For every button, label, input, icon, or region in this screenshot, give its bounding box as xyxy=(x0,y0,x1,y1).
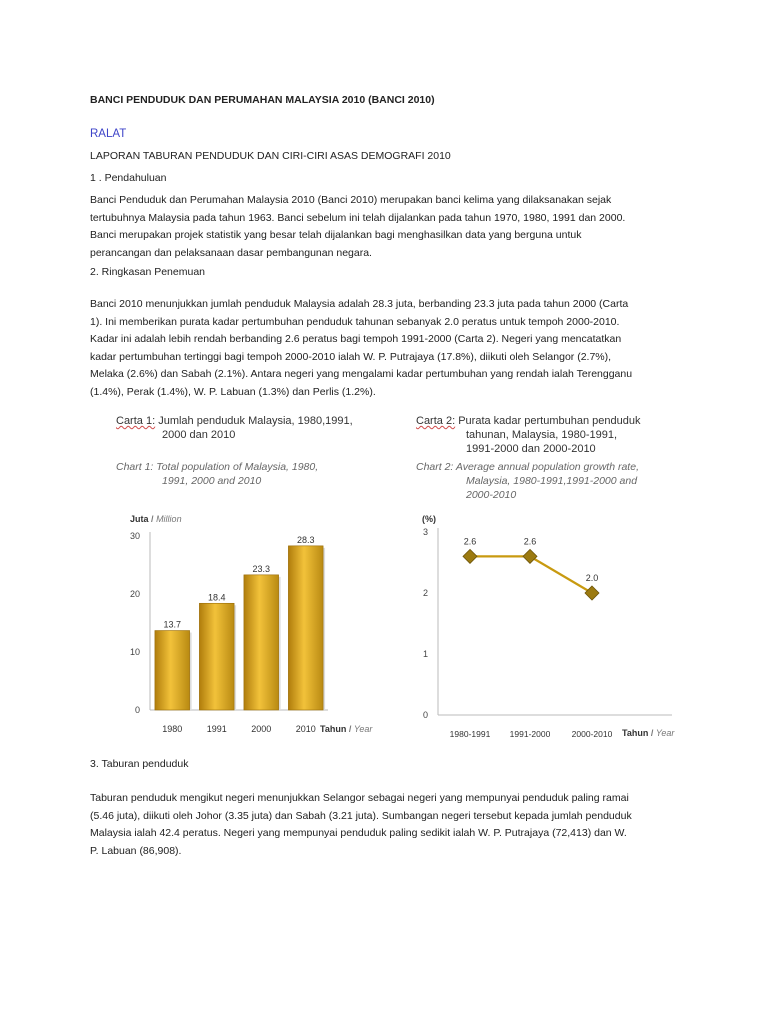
chart-1-title-line-1: Jumlah penduduk Malaysia, 1980,1991, xyxy=(158,415,353,427)
chart-2-y-tick-label: 1 xyxy=(422,649,428,659)
paragraph-line: Malaysia ialah 42.4 peratus. Negeri yang mempunyai penduduk paling sedikit ialah W. P. Putrajaya (72,413) dan W. xyxy=(90,827,627,839)
chart-1-value-label: 13.7 xyxy=(163,619,182,630)
chart-1-bar xyxy=(244,575,279,710)
section-2-heading: 2. Ringkasan Penemuan xyxy=(90,266,205,278)
chart-2-y-tick-label: 3 xyxy=(422,527,428,537)
chart-2 xyxy=(412,410,692,750)
chart-2-point-marker xyxy=(463,549,477,563)
paragraph-line: Banci Penduduk dan Perumahan Malaysia 2010 (Banci 2010) merupakan banci kelima yang dilaksanakan sejak xyxy=(90,194,612,206)
chart-1-title-line-2: 2000 dan 2010 xyxy=(162,429,236,441)
section-1-heading: 1 . Pendahuluan xyxy=(90,172,167,184)
chart-2-y-tick-label: 0 xyxy=(422,710,428,720)
chart-2-title-line-3: 1991-2000 dan 2000-2010 xyxy=(466,443,596,455)
chart-2-subtitle-line-2: Malaysia, 1980-1991,1991-2000 and xyxy=(466,475,638,487)
chart-2-ylabel: (%) xyxy=(422,514,436,524)
chart-1-y-tick-label: 10 xyxy=(129,647,140,657)
section-2-paragraph xyxy=(90,296,680,401)
paragraph-line: tertubuhnya Malaysia pada tahun 1963. Banci sebelum ini telah dijalankan pada tahun 1970, 1980, 1991 dan 2000. xyxy=(90,211,626,224)
chart-1-x-tick-label: 1980 xyxy=(162,724,183,734)
chart-2-subtitle-line-3: 2000-2010 xyxy=(466,489,517,501)
paragraph-line: (1.4%), Perak (1.4%), W. P. Labuan (1.3%) dan Perlis (1.2%). xyxy=(90,385,376,398)
chart-2-xlabel: Tahun / Year xyxy=(622,728,675,738)
chart-1-y-tick-label: 0 xyxy=(134,705,140,715)
chart-1-y-tick-label: 20 xyxy=(129,589,140,599)
section-1-paragraph xyxy=(90,192,680,262)
chart-2-point-marker xyxy=(523,549,537,563)
paragraph-line: Taburan penduduk mengikut negeri menunjukkan Selangor sebagai negeri yang mempunyai penduduk paling ramai xyxy=(90,792,629,804)
chart-1-bar xyxy=(288,546,323,710)
paragraph-line: Banci 2010 menunjukkan jumlah penduduk Malaysia adalah 28.3 juta, berbanding 23.3 juta pada tahun 2000 (Carta xyxy=(90,298,629,310)
paragraph-line: perancangan dan pelaksanaan dasar pembangunan negara. xyxy=(90,246,372,259)
chart-2-value-label: 2.0 xyxy=(585,573,599,583)
chart-1-value-label: 28.3 xyxy=(296,534,315,545)
chart-1-label: Carta 1: xyxy=(116,415,156,427)
chart-2-title-line-2: tahunan, Malaysia, 1980-1991, xyxy=(466,429,618,441)
chart-1-bar xyxy=(155,631,190,710)
document-title: BANCI PENDUDUK DAN PERUMAHAN MALAYSIA 2010 (BANCI 2010) xyxy=(90,94,435,106)
chart-2-y-tick-label: 2 xyxy=(422,588,428,598)
chart-2-plot xyxy=(412,410,692,750)
chart-1-x-tick-label: 2010 xyxy=(295,724,316,734)
paragraph-line: 1). Ini memberikan purata kadar pertumbuhan penduduk tahunan sebanyak 2.0 peratus untuk tempoh 2000-2010. xyxy=(90,315,620,328)
chart-2-x-tick-label: 2000-2010 xyxy=(571,729,613,739)
chart-1-ylabel: Juta / Million xyxy=(130,514,182,524)
chart-1-bar xyxy=(199,603,234,710)
chart-2-point-marker xyxy=(585,586,599,600)
chart-1-xlabel: Tahun / Year xyxy=(320,724,373,734)
paragraph-line: kadar pertumbuhan tertinggi bagi tempoh 2000-2010 ialah W. P. Putrajaya (17.8%), diikuti oleh Selangor (2.7%), xyxy=(90,350,612,363)
section-3-heading: 3. Taburan penduduk xyxy=(90,758,189,770)
chart-1-x-tick-label: 2000 xyxy=(251,724,272,734)
chart-1-x-tick-label: 1991 xyxy=(206,724,227,734)
chart-2-subtitle-line-1: Chart 2: Average annual population growth rate, xyxy=(416,461,639,473)
chart-1-y-tick-label: 30 xyxy=(129,531,140,541)
chart-2-label: Carta 2: xyxy=(416,415,456,427)
chart-2-value-label: 2.6 xyxy=(463,536,477,547)
paragraph-line: Kadar ini adalah lebih rendah berbanding 2.6 peratus bagi tempoh 1991-2000 (Carta 2). Negeri yang mencatatkan xyxy=(90,333,622,345)
chart-1-plot xyxy=(112,410,392,750)
chart-1-subtitle-line-1: Chart 1: Total population of Malaysia, 1980, xyxy=(116,461,319,473)
chart-2-x-tick-label: 1991-2000 xyxy=(509,729,551,739)
chart-1 xyxy=(112,410,392,750)
chart-1-value-label: 23.3 xyxy=(252,563,271,574)
paragraph-line: Banci merupakan projek statistik yang besar telah dijalankan bagi menghasilkan data yang berguna untuk xyxy=(90,229,582,241)
section-3-paragraph xyxy=(90,790,680,860)
ralat-label: RALAT xyxy=(90,128,127,140)
chart-1-value-label: 18.4 xyxy=(207,592,226,603)
paragraph-line: Melaka (2.6%) dan Sabah (2.1%). Antara negeri yang mengalami kadar pertumbuhan yang rendah ialah Terengganu xyxy=(90,368,633,380)
paragraph-line: P. Labuan (86,908). xyxy=(90,844,182,857)
chart-2-title-line-1: Purata kadar pertumbuhan penduduk xyxy=(458,415,641,427)
paragraph-line: (5.46 juta), diikuti oleh Johor (3.35 juta) dan Sabah (3.21 juta). Sumbangan negeri tersebut kepada jumlah penduduk xyxy=(90,809,632,822)
chart-1-subtitle-line-2: 1991, 2000 and 2010 xyxy=(162,475,262,487)
chart-2-x-tick-label: 1980-1991 xyxy=(449,729,491,739)
report-title: LAPORAN TABURAN PENDUDUK DAN CIRI-CIRI ASAS DEMOGRAFI 2010 xyxy=(90,150,451,162)
chart-2-value-label: 2.6 xyxy=(523,536,537,547)
